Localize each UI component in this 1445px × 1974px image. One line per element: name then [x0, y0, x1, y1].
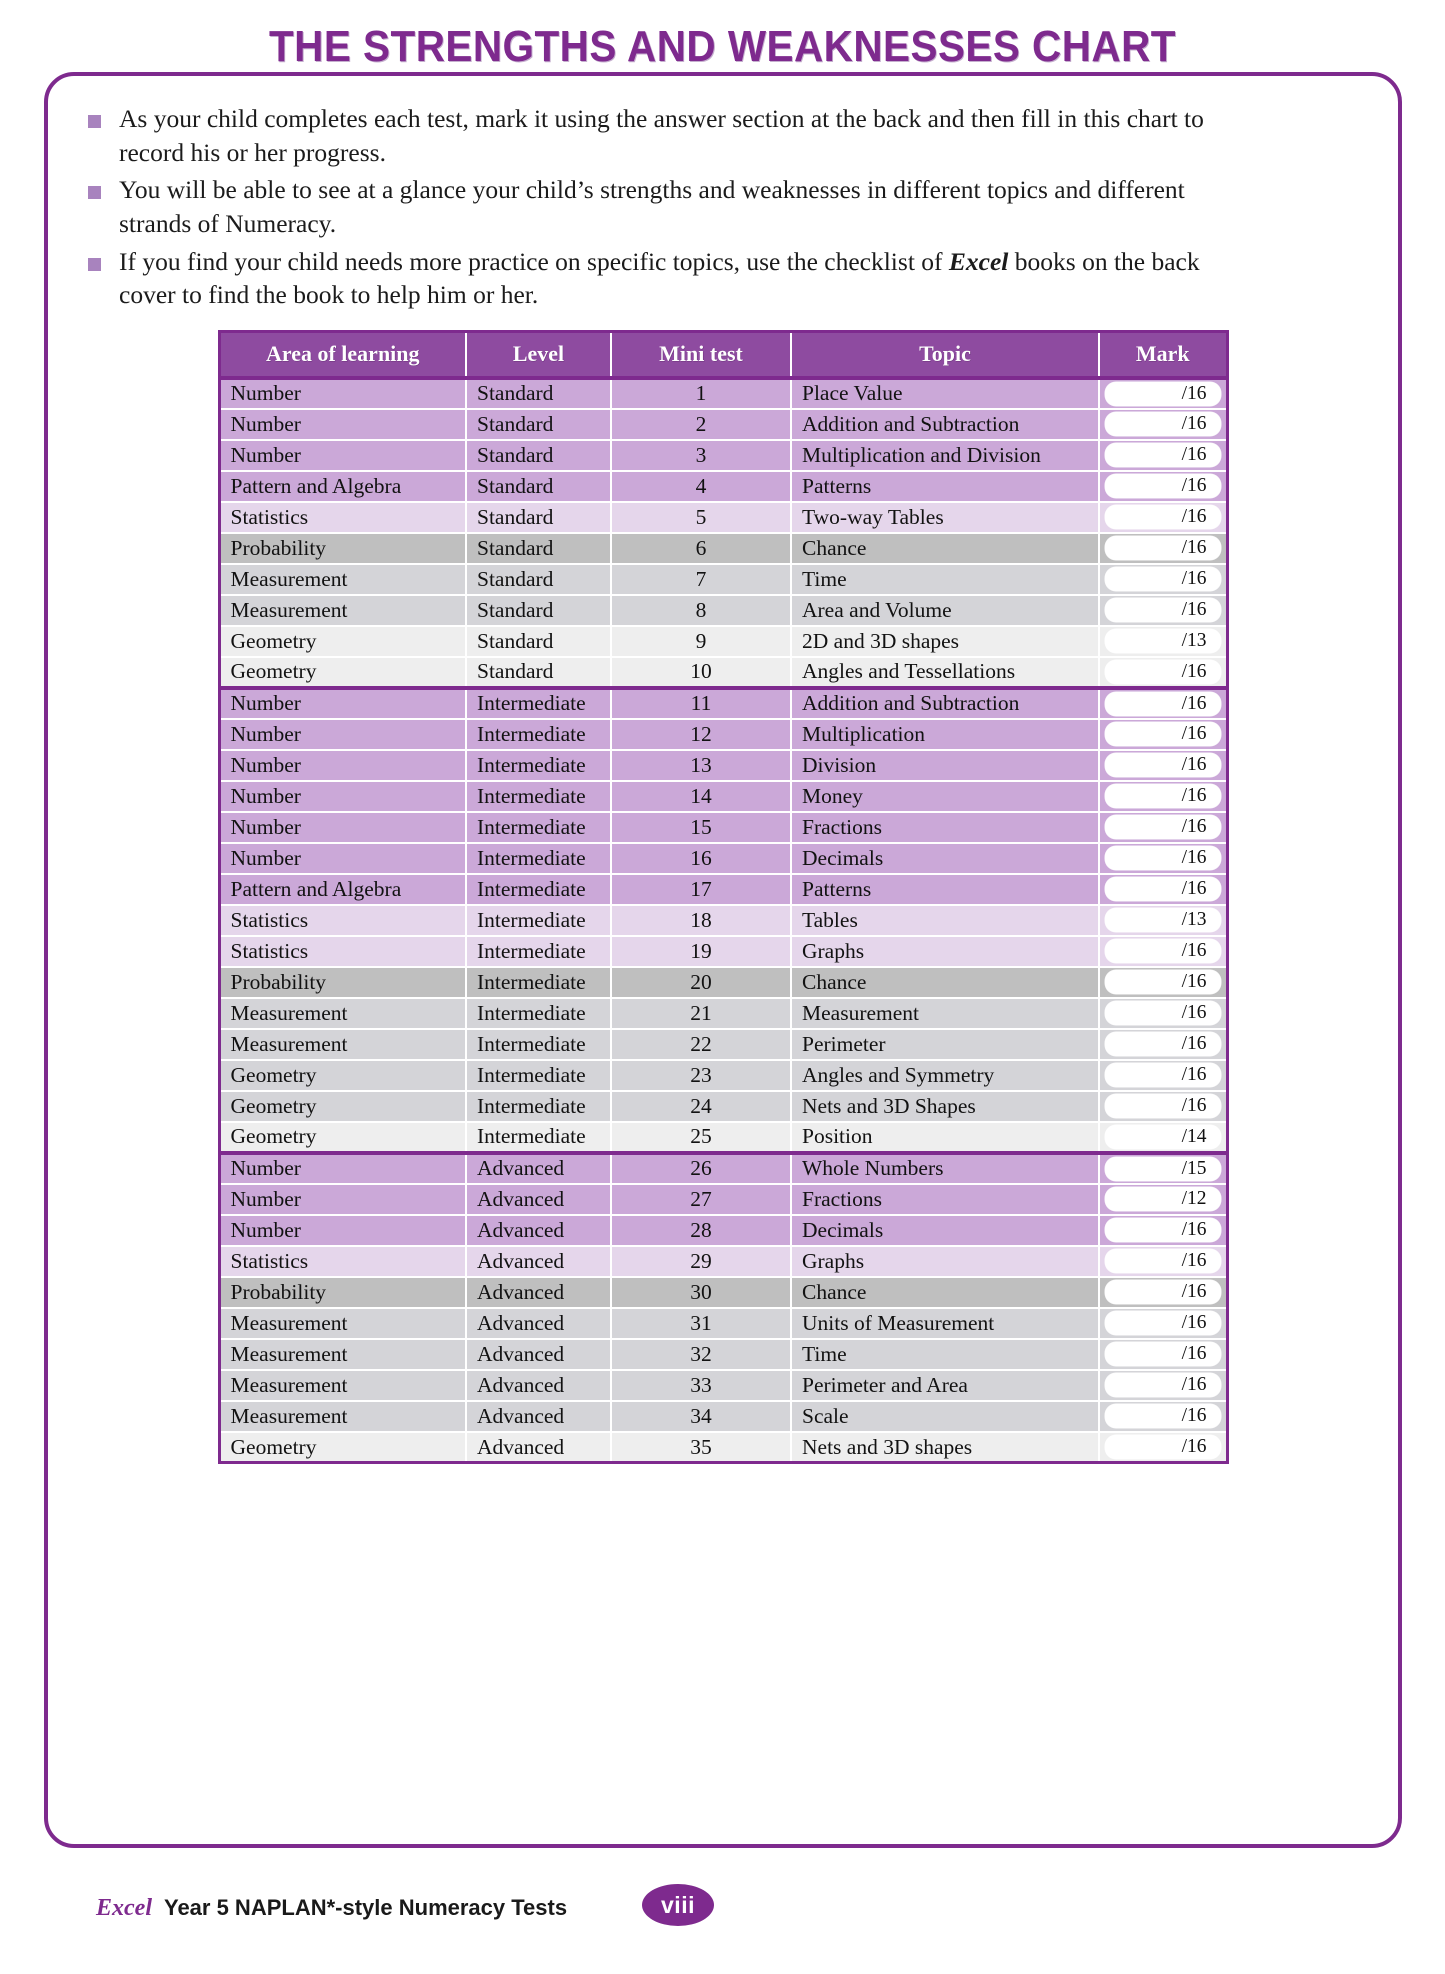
cell-mark[interactable]	[1099, 657, 1227, 688]
intro-bullet-list	[48, 76, 1398, 322]
cell-level: Advanced	[466, 1308, 611, 1339]
square-bullet-icon	[88, 115, 101, 128]
table-row	[219, 564, 1227, 595]
cell-mini-test: 15	[611, 812, 791, 843]
cell-topic: Units of Measurement	[791, 1308, 1099, 1339]
cell-mini-test: 12	[611, 719, 791, 750]
mark-entry-box[interactable]: /14	[1105, 1125, 1221, 1149]
cell-mark[interactable]	[1099, 874, 1227, 905]
cell-mini-test: 33	[611, 1370, 791, 1401]
page-title: THE STRENGTHS AND WEAKNESSES CHART	[268, 22, 1176, 71]
intro-bullet-item	[88, 245, 1364, 312]
cell-mark[interactable]	[1099, 1432, 1227, 1463]
cell-area-of-learning: Measurement	[219, 1308, 466, 1339]
mark-entry-box[interactable]: /16	[1105, 1404, 1221, 1428]
table-row	[219, 1308, 1227, 1339]
cell-mini-test: 13	[611, 750, 791, 781]
mark-entry-box[interactable]: /16	[1105, 443, 1221, 467]
cell-area-of-learning: Number	[219, 719, 466, 750]
page-number-badge: viii	[642, 1884, 714, 1926]
mark-entry-box[interactable]: /16	[1105, 877, 1221, 901]
cell-mark[interactable]	[1099, 1060, 1227, 1091]
cell-topic: Scale	[791, 1401, 1099, 1432]
cell-mark[interactable]	[1099, 688, 1227, 719]
table-row	[219, 1339, 1227, 1370]
cell-topic: Fractions	[791, 812, 1099, 843]
cell-area-of-learning: Measurement	[219, 1370, 466, 1401]
cell-topic: Addition and Subtraction	[791, 409, 1099, 440]
cell-area-of-learning: Statistics	[219, 1246, 466, 1277]
cell-mini-test: 10	[611, 657, 791, 688]
cell-area-of-learning: Measurement	[219, 1029, 466, 1060]
table-row	[219, 1091, 1227, 1122]
cell-topic: Time	[791, 564, 1099, 595]
mark-entry-box[interactable]: /16	[1105, 815, 1221, 839]
table-row	[219, 1029, 1227, 1060]
cell-mini-test: 8	[611, 595, 791, 626]
cell-area-of-learning: Statistics	[219, 905, 466, 936]
cell-topic: Nets and 3D Shapes	[791, 1091, 1099, 1122]
cell-mark[interactable]	[1099, 812, 1227, 843]
cell-mark[interactable]	[1099, 967, 1227, 998]
cell-mini-test: 5	[611, 502, 791, 533]
cell-topic: Angles and Tessellations	[791, 657, 1099, 688]
mark-entry-box[interactable]: /13	[1105, 908, 1221, 932]
cell-mini-test: 27	[611, 1184, 791, 1215]
cell-topic: 2D and 3D shapes	[791, 626, 1099, 657]
cell-mini-test: 35	[611, 1432, 791, 1463]
mark-entry-box[interactable]: /16	[1105, 382, 1221, 406]
cell-mini-test: 32	[611, 1339, 791, 1370]
cell-level: Standard	[466, 471, 611, 502]
mark-entry-box[interactable]: /16	[1105, 474, 1221, 498]
cell-topic: Money	[791, 781, 1099, 812]
cell-mini-test: 4	[611, 471, 791, 502]
cell-topic: Nets and 3D shapes	[791, 1432, 1099, 1463]
cell-area-of-learning: Measurement	[219, 564, 466, 595]
table-row	[219, 1246, 1227, 1277]
intro-bullet-text-pre: As your child completes each test, mark it using the answer section at the back and then fill in this chart to record his or her progress.	[119, 104, 1204, 167]
cell-mini-test: 16	[611, 843, 791, 874]
cell-level: Intermediate	[466, 1091, 611, 1122]
cell-area-of-learning: Measurement	[219, 1339, 466, 1370]
mark-entry-box[interactable]: /16	[1105, 1342, 1221, 1366]
cell-area-of-learning: Probability	[219, 1277, 466, 1308]
mark-entry-box[interactable]: /16	[1105, 1373, 1221, 1397]
table-row	[219, 440, 1227, 471]
cell-mark[interactable]	[1099, 1370, 1227, 1401]
table-row	[219, 533, 1227, 564]
cell-mini-test: 20	[611, 967, 791, 998]
cell-area-of-learning: Number	[219, 1153, 466, 1184]
cell-level: Intermediate	[466, 843, 611, 874]
cell-level: Intermediate	[466, 1122, 611, 1153]
cell-level: Advanced	[466, 1401, 611, 1432]
intro-bullet-item	[88, 173, 1364, 240]
cell-level: Advanced	[466, 1339, 611, 1370]
footer-brand: Excel	[96, 1894, 152, 1921]
cell-area-of-learning: Geometry	[219, 626, 466, 657]
cell-level: Advanced	[466, 1153, 611, 1184]
table-row	[219, 1215, 1227, 1246]
cell-mark[interactable]	[1099, 719, 1227, 750]
cell-mark[interactable]	[1099, 1153, 1227, 1184]
mark-entry-box[interactable]: /16	[1105, 660, 1221, 684]
cell-topic: Graphs	[791, 936, 1099, 967]
cell-topic: Division	[791, 750, 1099, 781]
cell-mini-test: 7	[611, 564, 791, 595]
cell-mini-test: 31	[611, 1308, 791, 1339]
cell-topic: Whole Numbers	[791, 1153, 1099, 1184]
cell-topic: Measurement	[791, 998, 1099, 1029]
cell-mini-test: 30	[611, 1277, 791, 1308]
cell-mini-test: 11	[611, 688, 791, 719]
table-row	[219, 688, 1227, 719]
chart-table-wrap	[48, 322, 1398, 1465]
mark-entry-box[interactable]: /12	[1105, 1187, 1221, 1211]
cell-topic: Chance	[791, 967, 1099, 998]
column-header-topic: Topic	[791, 331, 1099, 378]
cell-level: Intermediate	[466, 905, 611, 936]
table-row	[219, 874, 1227, 905]
cell-level: Standard	[466, 626, 611, 657]
cell-mark[interactable]	[1099, 1339, 1227, 1370]
cell-mark[interactable]	[1099, 905, 1227, 936]
cell-topic: Area and Volume	[791, 595, 1099, 626]
cell-mark[interactable]	[1099, 1091, 1227, 1122]
column-header-level: Level	[466, 331, 611, 378]
cell-mini-test: 25	[611, 1122, 791, 1153]
cell-level: Intermediate	[466, 812, 611, 843]
table-row	[219, 1153, 1227, 1184]
cell-level: Advanced	[466, 1370, 611, 1401]
cell-topic: Chance	[791, 1277, 1099, 1308]
cell-mini-test: 17	[611, 874, 791, 905]
mark-entry-box[interactable]: /16	[1105, 970, 1221, 994]
cell-area-of-learning: Pattern and Algebra	[219, 471, 466, 502]
column-header-mark: Mark	[1099, 331, 1227, 378]
cell-area-of-learning: Probability	[219, 533, 466, 564]
table-row	[219, 1401, 1227, 1432]
cell-level: Intermediate	[466, 967, 611, 998]
cell-level: Standard	[466, 378, 611, 409]
cell-mini-test: 18	[611, 905, 791, 936]
cell-mark[interactable]	[1099, 1122, 1227, 1153]
table-row	[219, 502, 1227, 533]
cell-topic: Decimals	[791, 843, 1099, 874]
table-row	[219, 378, 1227, 409]
cell-area-of-learning: Number	[219, 378, 466, 409]
square-bullet-icon	[88, 186, 101, 199]
cell-mini-test: 24	[611, 1091, 791, 1122]
cell-topic: Tables	[791, 905, 1099, 936]
mark-entry-box[interactable]: /16	[1105, 1311, 1221, 1335]
cell-mark[interactable]	[1099, 626, 1227, 657]
cell-level: Intermediate	[466, 1060, 611, 1091]
table-row	[219, 936, 1227, 967]
square-bullet-icon	[88, 258, 101, 271]
cell-area-of-learning: Statistics	[219, 936, 466, 967]
cell-level: Standard	[466, 440, 611, 471]
cell-mark[interactable]	[1099, 471, 1227, 502]
cell-area-of-learning: Pattern and Algebra	[219, 874, 466, 905]
cell-level: Advanced	[466, 1246, 611, 1277]
cell-mini-test: 26	[611, 1153, 791, 1184]
mark-entry-box[interactable]: /16	[1105, 536, 1221, 560]
table-row	[219, 781, 1227, 812]
cell-mark[interactable]	[1099, 998, 1227, 1029]
mark-entry-box[interactable]: /16	[1105, 784, 1221, 808]
cell-topic: Perimeter and Area	[791, 1370, 1099, 1401]
cell-topic: Addition and Subtraction	[791, 688, 1099, 719]
cell-topic: Perimeter	[791, 1029, 1099, 1060]
mark-entry-box[interactable]: /16	[1105, 1435, 1221, 1459]
cell-area-of-learning: Number	[219, 750, 466, 781]
mark-entry-box[interactable]: /13	[1105, 629, 1221, 653]
table-row	[219, 1370, 1227, 1401]
mark-entry-box[interactable]: /16	[1105, 1032, 1221, 1056]
cell-area-of-learning: Geometry	[219, 657, 466, 688]
intro-bullet-text-pre: If you find your child needs more practice on specific topics, use the checklist of	[119, 246, 949, 276]
cell-area-of-learning: Probability	[219, 967, 466, 998]
cell-topic: Angles and Symmetry	[791, 1060, 1099, 1091]
cell-area-of-learning: Number	[219, 1215, 466, 1246]
cell-mini-test: 22	[611, 1029, 791, 1060]
table-row	[219, 719, 1227, 750]
mark-entry-box[interactable]: /16	[1105, 753, 1221, 777]
cell-mark[interactable]	[1099, 1401, 1227, 1432]
cell-topic: Place Value	[791, 378, 1099, 409]
cell-mark[interactable]	[1099, 1308, 1227, 1339]
cell-mini-test: 34	[611, 1401, 791, 1432]
cell-topic: Patterns	[791, 471, 1099, 502]
cell-area-of-learning: Statistics	[219, 502, 466, 533]
cell-area-of-learning: Number	[219, 1184, 466, 1215]
excel-brand-emphasis: Excel	[948, 246, 1009, 276]
cell-area-of-learning: Number	[219, 812, 466, 843]
cell-topic: Patterns	[791, 874, 1099, 905]
table-row	[219, 595, 1227, 626]
cell-area-of-learning: Measurement	[219, 595, 466, 626]
page-footer	[44, 1878, 1402, 1938]
table-row	[219, 1277, 1227, 1308]
mark-entry-box[interactable]: /16	[1105, 1218, 1221, 1242]
cell-mark[interactable]	[1099, 564, 1227, 595]
cell-topic: Decimals	[791, 1215, 1099, 1246]
cell-level: Standard	[466, 409, 611, 440]
cell-topic: Graphs	[791, 1246, 1099, 1277]
cell-mark[interactable]	[1099, 440, 1227, 471]
cell-level: Intermediate	[466, 719, 611, 750]
cell-topic: Time	[791, 1339, 1099, 1370]
cell-area-of-learning: Geometry	[219, 1091, 466, 1122]
table-row	[219, 1122, 1227, 1153]
table-body	[219, 378, 1227, 1463]
table-row	[219, 409, 1227, 440]
cell-area-of-learning: Measurement	[219, 1401, 466, 1432]
cell-mini-test: 9	[611, 626, 791, 657]
cell-mini-test: 2	[611, 409, 791, 440]
mark-entry-box[interactable]: /16	[1105, 412, 1221, 436]
cell-topic: Multiplication	[791, 719, 1099, 750]
cell-mini-test: 3	[611, 440, 791, 471]
cell-mark[interactable]	[1099, 781, 1227, 812]
cell-mini-test: 1	[611, 378, 791, 409]
cell-topic: Multiplication and Division	[791, 440, 1099, 471]
cell-area-of-learning: Number	[219, 409, 466, 440]
cell-mini-test: 19	[611, 936, 791, 967]
intro-bullet-text	[119, 245, 1254, 312]
cell-level: Advanced	[466, 1184, 611, 1215]
cell-mini-test: 29	[611, 1246, 791, 1277]
table-row	[219, 967, 1227, 998]
table-row	[219, 998, 1227, 1029]
footer-series-title: Year 5 NAPLAN*-style Numeracy Tests	[163, 1895, 568, 1920]
table-row	[219, 812, 1227, 843]
table-row	[219, 1432, 1227, 1463]
cell-level: Intermediate	[466, 998, 611, 1029]
cell-level: Intermediate	[466, 874, 611, 905]
mark-entry-box[interactable]: /16	[1105, 939, 1221, 963]
strengths-weaknesses-table	[218, 330, 1229, 1465]
cell-area-of-learning: Geometry	[219, 1060, 466, 1091]
mark-entry-box[interactable]: /16	[1105, 722, 1221, 746]
table-row	[219, 750, 1227, 781]
cell-mark[interactable]	[1099, 409, 1227, 440]
mark-entry-box[interactable]: /16	[1105, 1001, 1221, 1025]
table-row	[219, 1184, 1227, 1215]
cell-level: Standard	[466, 595, 611, 626]
cell-level: Intermediate	[466, 936, 611, 967]
cell-mini-test: 23	[611, 1060, 791, 1091]
cell-area-of-learning: Geometry	[219, 1122, 466, 1153]
cell-mark[interactable]	[1099, 1277, 1227, 1308]
table-row	[219, 471, 1227, 502]
table-header-row	[219, 331, 1227, 378]
mark-entry-box[interactable]: /16	[1105, 692, 1221, 716]
content-frame	[44, 72, 1402, 1848]
cell-mini-test: 21	[611, 998, 791, 1029]
cell-mini-test: 6	[611, 533, 791, 564]
table-row	[219, 843, 1227, 874]
cell-level: Intermediate	[466, 688, 611, 719]
cell-area-of-learning: Number	[219, 440, 466, 471]
cell-mark[interactable]	[1099, 378, 1227, 409]
cell-level: Standard	[466, 502, 611, 533]
mark-entry-box[interactable]: /16	[1105, 846, 1221, 870]
mark-entry-box[interactable]: /16	[1105, 1249, 1221, 1273]
cell-mark[interactable]	[1099, 1184, 1227, 1215]
table-row	[219, 905, 1227, 936]
cell-mark[interactable]	[1099, 1029, 1227, 1060]
cell-level: Advanced	[466, 1432, 611, 1463]
cell-mini-test: 14	[611, 781, 791, 812]
cell-mark[interactable]	[1099, 936, 1227, 967]
cell-mini-test: 28	[611, 1215, 791, 1246]
cell-area-of-learning: Geometry	[219, 1432, 466, 1463]
table-row	[219, 626, 1227, 657]
mark-entry-box[interactable]: /16	[1105, 598, 1221, 622]
cell-level: Standard	[466, 657, 611, 688]
cell-mark[interactable]	[1099, 750, 1227, 781]
cell-area-of-learning: Measurement	[219, 998, 466, 1029]
cell-topic: Position	[791, 1122, 1099, 1153]
intro-bullet-text	[119, 173, 1254, 240]
mark-entry-box[interactable]: /15	[1105, 1157, 1221, 1181]
cell-level: Standard	[466, 533, 611, 564]
mark-entry-box[interactable]: /16	[1105, 1094, 1221, 1118]
cell-mark[interactable]	[1099, 502, 1227, 533]
cell-level: Intermediate	[466, 781, 611, 812]
mark-entry-box[interactable]: /16	[1105, 1280, 1221, 1304]
cell-level: Advanced	[466, 1215, 611, 1246]
cell-area-of-learning: Number	[219, 781, 466, 812]
table-row	[219, 657, 1227, 688]
cell-mark[interactable]	[1099, 1215, 1227, 1246]
mark-entry-box[interactable]: /16	[1105, 567, 1221, 591]
column-header-area: Area of learning	[219, 331, 466, 378]
cell-level: Intermediate	[466, 750, 611, 781]
table-header	[219, 331, 1227, 378]
intro-bullet-text-post: books on the back cover to find the book to help him or her.	[119, 246, 1200, 310]
cell-mark[interactable]	[1099, 1246, 1227, 1277]
intro-bullet-text-pre: You will be able to see at a glance your child’s strengths and weaknesses in different topics and different strands of Numeracy.	[119, 175, 1185, 238]
cell-level: Advanced	[466, 1277, 611, 1308]
intro-bullet-item	[88, 102, 1364, 169]
cell-area-of-learning: Number	[219, 843, 466, 874]
column-header-mini: Mini test	[611, 331, 791, 378]
cell-topic: Fractions	[791, 1184, 1099, 1215]
cell-mark[interactable]	[1099, 595, 1227, 626]
cell-mark[interactable]	[1099, 533, 1227, 564]
mark-entry-box[interactable]: /16	[1105, 505, 1221, 529]
table-row	[219, 1060, 1227, 1091]
cell-topic: Two-way Tables	[791, 502, 1099, 533]
cell-level: Standard	[466, 564, 611, 595]
mark-entry-box[interactable]: /16	[1105, 1063, 1221, 1087]
cell-topic: Chance	[791, 533, 1099, 564]
intro-bullet-text	[119, 102, 1254, 169]
cell-mark[interactable]	[1099, 843, 1227, 874]
cell-area-of-learning: Number	[219, 688, 466, 719]
cell-level: Intermediate	[466, 1029, 611, 1060]
